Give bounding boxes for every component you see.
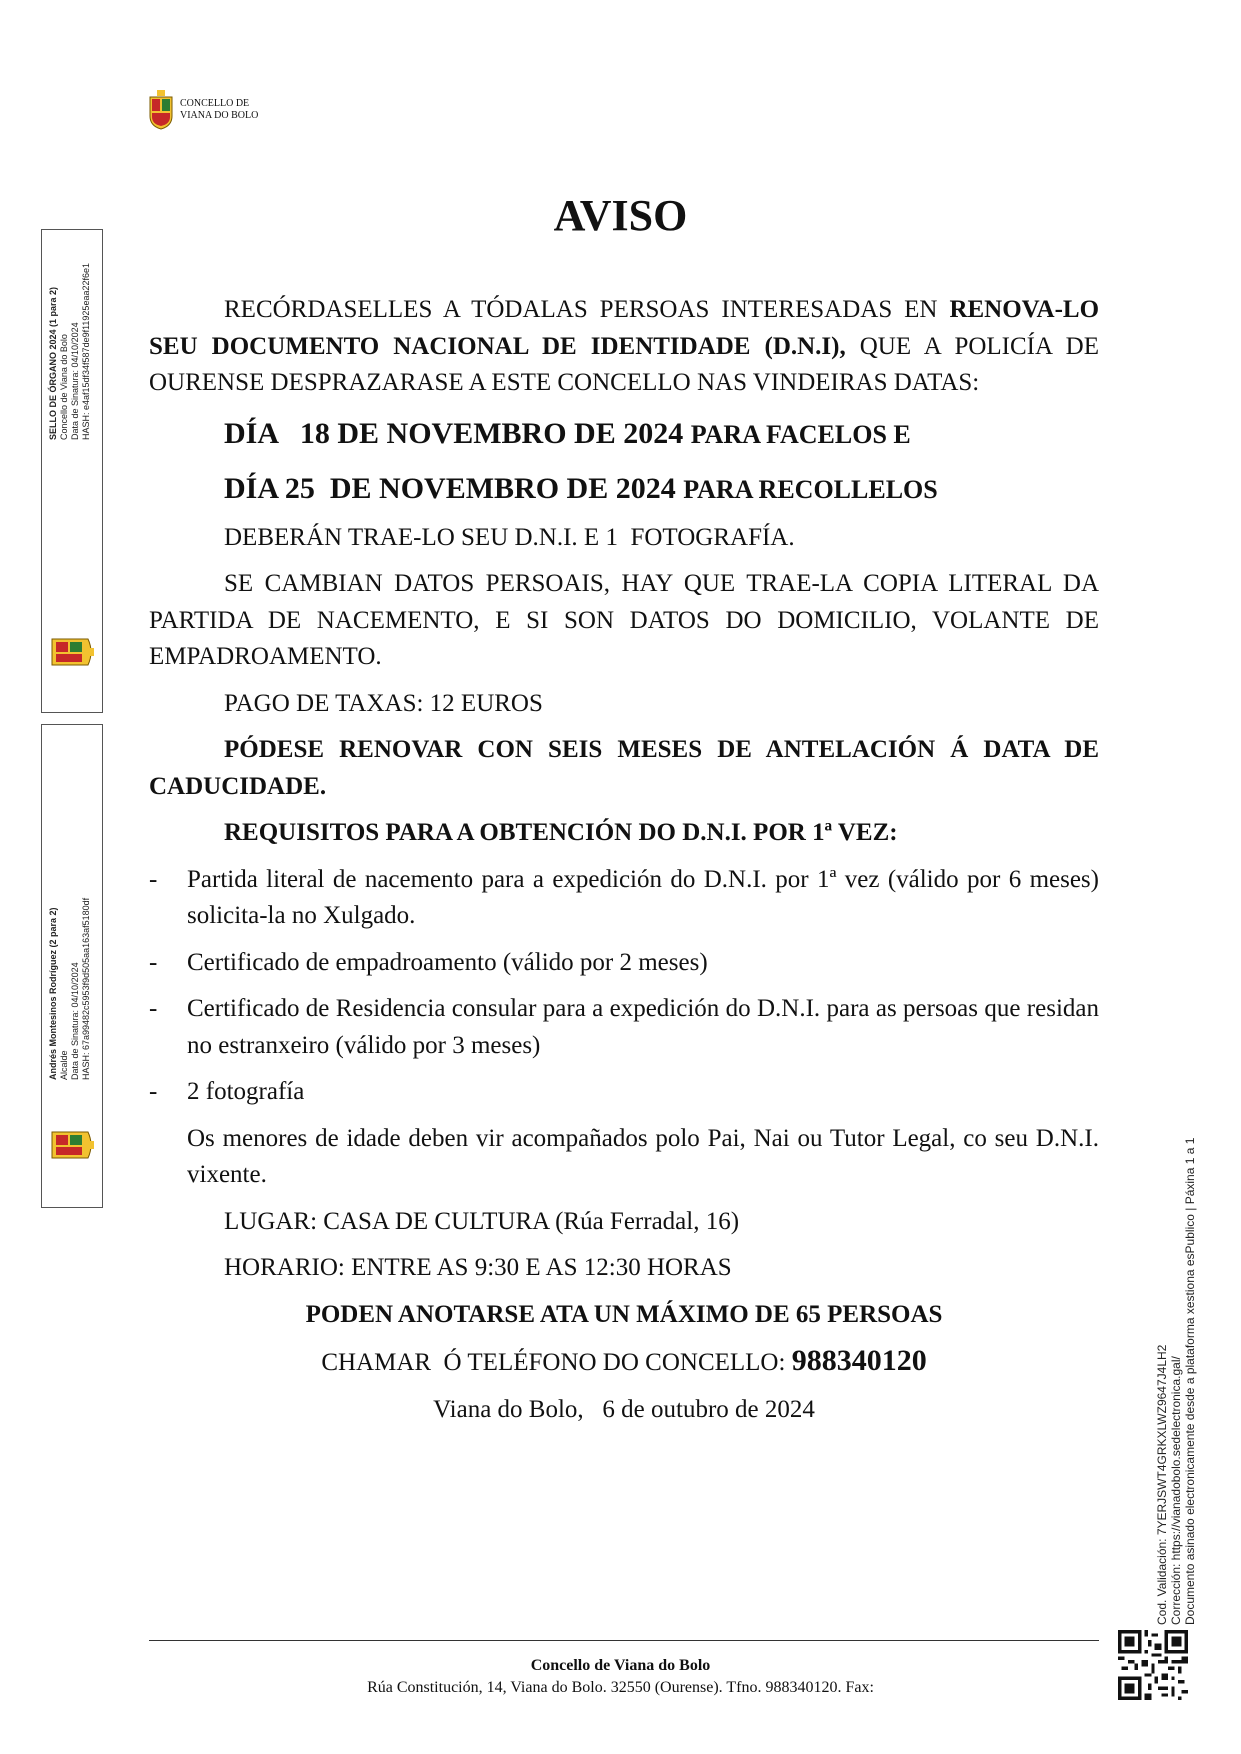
signature-stamp-1 <box>41 229 103 713</box>
fee-line: PAGO DE TAXAS: 12 EUROS <box>224 689 543 717</box>
list-bullet: - <box>149 865 158 893</box>
validation-text <box>1155 1138 1197 1625</box>
stamp-2-line-4: HASH: 67a99482c5953f9d505aa163af5180df <box>81 897 91 1080</box>
page-title: AVISO <box>553 191 688 240</box>
coat-of-arms-icon <box>48 1128 96 1162</box>
stamp-1-line-1: SELLO DE ÓRGANO 2024 (1 para 2) <box>48 286 58 440</box>
list-item <box>149 991 1099 1064</box>
date-2-main: DÍA 25 DE NOVEMBRO DE 2024 <box>224 471 676 505</box>
change-data-paragraph: SE CAMBIAN DATOS PERSOAIS, HAY QUE TRAE-LA COPIA LITERAL DA PARTIDA DE NACEMENTO, E SI SON DATOS DO DOMICILIO, VOLANTE DE EMPADROAMENTO. <box>149 570 1099 670</box>
coat-of-arms-icon <box>148 90 174 130</box>
intro-line-1: RECÓRDASELLES A TÓDALAS PERSOAS INTERESADAS EN <box>224 296 938 323</box>
list-item <box>149 862 1099 935</box>
list-bullet: - <box>149 1078 158 1105</box>
footer-address: Rúa Constitución, 14, Viana do Bolo. 32550 (Ourense). Tfno. 988340120. Fax: <box>367 1679 874 1696</box>
list-item-text: Partida literal de nacemento para a expedición do D.N.I. por 1ª vez (válido por 6 meses) solicita-la no Xulgado. <box>187 865 1099 929</box>
max-people-line: PODEN ANOTARSE ATA UN MÁXIMO DE 65 PERSOAS <box>305 1300 943 1328</box>
validation-note: Documento asinado electronicamente desde a plataforma xestiona esPublico | Páxina 1 a 1 <box>1183 1137 1197 1625</box>
logo-text <box>180 98 258 122</box>
date-2-suffix: PARA RECOLLELOS <box>683 474 938 504</box>
footer <box>0 1655 1241 1699</box>
call-line <box>149 1343 1099 1382</box>
notice-body <box>149 292 1099 1428</box>
list-item <box>149 1074 1099 1111</box>
footer-name: Concello de Viana do Bolo <box>530 1657 711 1674</box>
signature-stamp-2 <box>41 724 103 1208</box>
footer-divider <box>149 1640 1099 1641</box>
requirements-heading: REQUISITOS PARA A OBTENCIÓN DO D.N.I. POR 1ª VEZ: <box>224 819 898 846</box>
list-item-text: 2 fotografía <box>187 1078 305 1105</box>
validation-url[interactable]: Corrección: https://vianadobolo.sedelectronica.gal/ <box>1169 1356 1183 1625</box>
intro-bold: RENOVA-LO SEU DOCUMENTO NACIONAL DE IDENTIDADE (D.N.I), <box>149 296 1100 360</box>
list-item-text: Certificado de Residencia consular para a expedición do D.N.I. para as persoas que residan no estranxeiro (válido por 3 meses) <box>187 995 1099 1059</box>
place-line: LUGAR: CASA DE CULTURA (Rúa Ferradal, 16) <box>224 1207 740 1235</box>
logo-line-1: CONCELLO DE <box>180 98 250 109</box>
stamp-2-line-1: Andrés Montesinos Rodríguez (2 para 2) <box>48 907 58 1080</box>
stamp-1-line-2: Concello de Viana do Bolo <box>59 334 69 440</box>
minors-note: Os menores de idade deben vir acompañados polo Pai, Nai ou Tutor Legal, co seu D.N.I. vixente. <box>187 1124 1099 1188</box>
renew-notice: PÓDESE RENOVAR CON SEIS MESES DE ANTELACIÓN Á DATA DE CADUCIDADE. <box>149 736 1099 800</box>
list-item <box>149 945 1099 982</box>
place-date: Viana do Bolo, 6 de outubro de 2024 <box>433 1395 815 1423</box>
phone-number: 988340120 <box>791 1344 927 1377</box>
stamp-2-line-3: Data de Sinatura: 04/10/2024 <box>70 962 80 1080</box>
stamp-1-line-4: HASH: e4af15df34f587de9f11925eaa22f6e1 <box>81 263 91 440</box>
intro-rest: QUE A POLICÍA DE OURENSE DESPRAZARASE A ESTE CONCELLO NAS VINDEIRAS DATAS: <box>149 332 1099 396</box>
bring-line: DEBERÁN TRAE-LO SEU D.N.I. E 1 FOTOGRAFÍA. <box>224 523 795 551</box>
date-1-main: DÍA 18 DE NOVEMBRO DE 2024 <box>224 416 684 450</box>
list-bullet: - <box>149 995 158 1022</box>
validation-code: Cod. Validación: 7YERJSWT4GRKXLWZ9647J4LH2 <box>1155 1344 1169 1625</box>
date-1-suffix: PARA FACELOS E <box>690 419 911 449</box>
municipal-logo <box>148 90 258 130</box>
stamp-1-text <box>48 263 92 440</box>
coat-of-arms-icon <box>48 635 96 669</box>
call-label: CHAMAR Ó TELÉFONO DO CONCELLO: <box>321 1349 786 1376</box>
list-item-text: Certificado de empadroamento (válido por 2 meses) <box>187 948 708 976</box>
stamp-2-text <box>48 898 92 1080</box>
stamp-2-line-2: Alcalde <box>59 1050 69 1080</box>
date-line-2 <box>149 469 1099 510</box>
hours-line: HORARIO: ENTRE AS 9:30 E AS 12:30 HORAS <box>224 1254 732 1281</box>
intro-paragraph <box>149 292 1099 402</box>
stamp-1-line-3: Data de Sinatura: 04/10/2024 <box>70 322 80 440</box>
list-bullet: - <box>149 948 158 976</box>
logo-line-2: VIANA DO BOLO <box>180 110 259 121</box>
date-line-1 <box>149 414 1099 455</box>
